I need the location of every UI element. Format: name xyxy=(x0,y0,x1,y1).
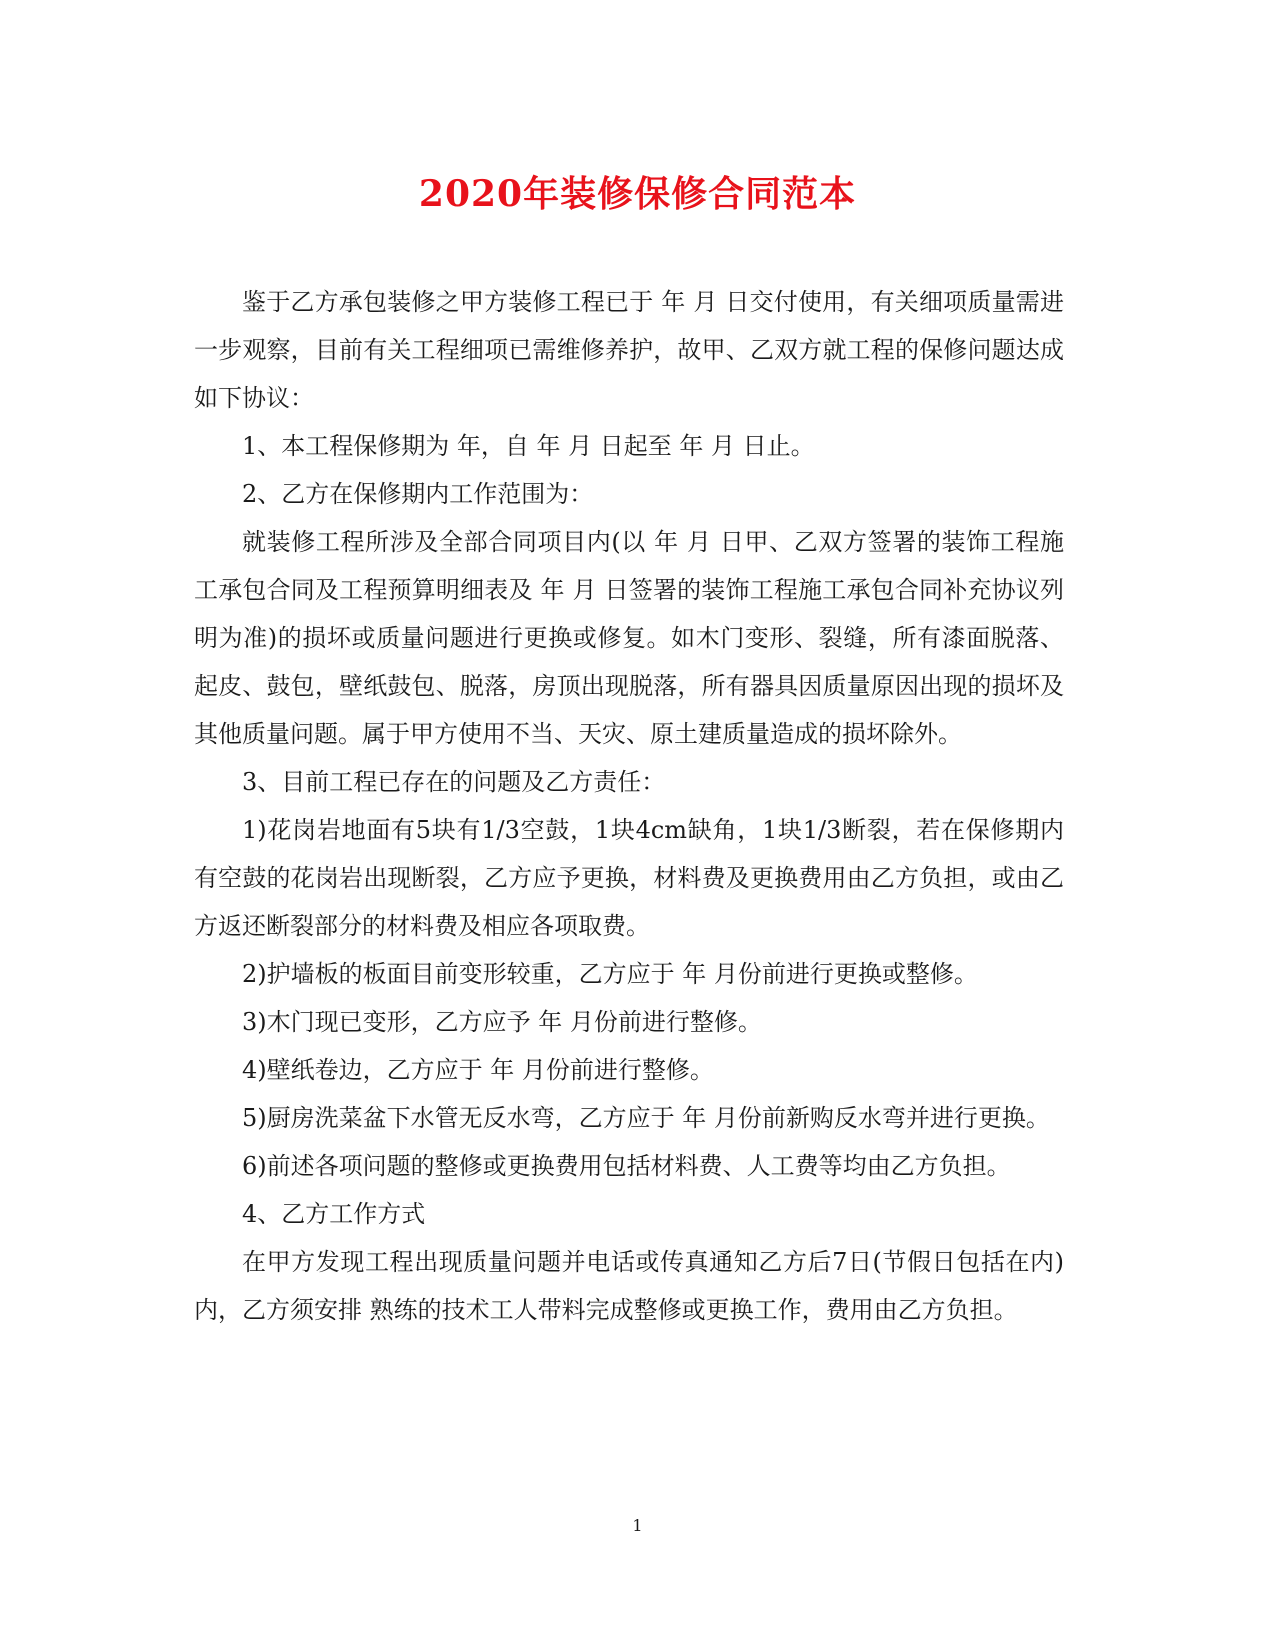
paragraph-item-3: 3)木门现已变形，乙方应予 年 月份前进行整修。 xyxy=(242,1008,762,1036)
paragraph-preamble: 鉴于乙方承包装修之甲方装修工程已于 年 月 日交付使用，有关细项质量需进一步观察，目前有关工程细项已需维修养护，故甲、乙双方就工程的保修问题达成如下协议： xyxy=(194,288,1064,412)
paragraph-clause-1: 1、本工程保修期为 年，自 年 月 日起至 年 月 日止。 xyxy=(242,432,815,460)
paragraph-clause-3: 3、目前工程已存在的问题及乙方责任： xyxy=(242,768,666,796)
paragraph-item-4: 4)壁纸卷边，乙方应于 年 月份前进行整修。 xyxy=(242,1056,714,1084)
paragraph-item-6: 6)前述各项问题的整修或更换费用包括材料费、人工费等均由乙方负担。 xyxy=(242,1152,1011,1180)
paragraph-item-2: 2)护墙板的板面目前变形较重，乙方应于 年 月份前进行更换或整修。 xyxy=(242,960,978,988)
paragraph-clause-2: 2、乙方在保修期内工作范围为： xyxy=(242,480,594,508)
paragraph-scope: 就装修工程所涉及全部合同项目内(以 年 月 日甲、乙双方签署的装饰工程施工承包合同及工程预算明细表及 年 月 日签署的装饰工程施工承包合同补充协议列明为准)的损坏或质量问题进行更换或修复。如木门变形、裂缝，所有漆面脱落、起皮、鼓包，壁纸鼓包、脱落，房顶出现脱落，所有器具因质量原因出现的损坏及其他质量问题。属于甲方使用不当、天灾、原土建质量造成的损坏除外。 xyxy=(194,528,1064,748)
page-number: 1 xyxy=(632,1516,643,1535)
paragraph-item-1: 1)花岗岩地面有5块有1/3空鼓，1块4cm缺角，1块1/3断裂，若在保修期内有空鼓的花岗岩出现断裂，乙方应予更换，材料费及更换费用由乙方负担，或由乙方返还断裂部分的材料费及相应各项取费。 xyxy=(194,816,1064,940)
document-body xyxy=(194,278,1064,1334)
paragraph-clause-4: 4、乙方工作方式 xyxy=(242,1200,426,1228)
document-title: 2020年装修保修合同范本 xyxy=(418,173,857,215)
paragraph-item-5: 5)厨房洗菜盆下水管无反水弯，乙方应于 年 月份前新购反水弯并进行更换。 xyxy=(242,1104,1050,1132)
paragraph-work-method: 在甲方发现工程出现质量问题并电话或传真通知乙方后7日(节假日包括在内)内，乙方须安排 熟练的技术工人带料完成整修或更换工作，费用由乙方负担。 xyxy=(194,1248,1064,1324)
